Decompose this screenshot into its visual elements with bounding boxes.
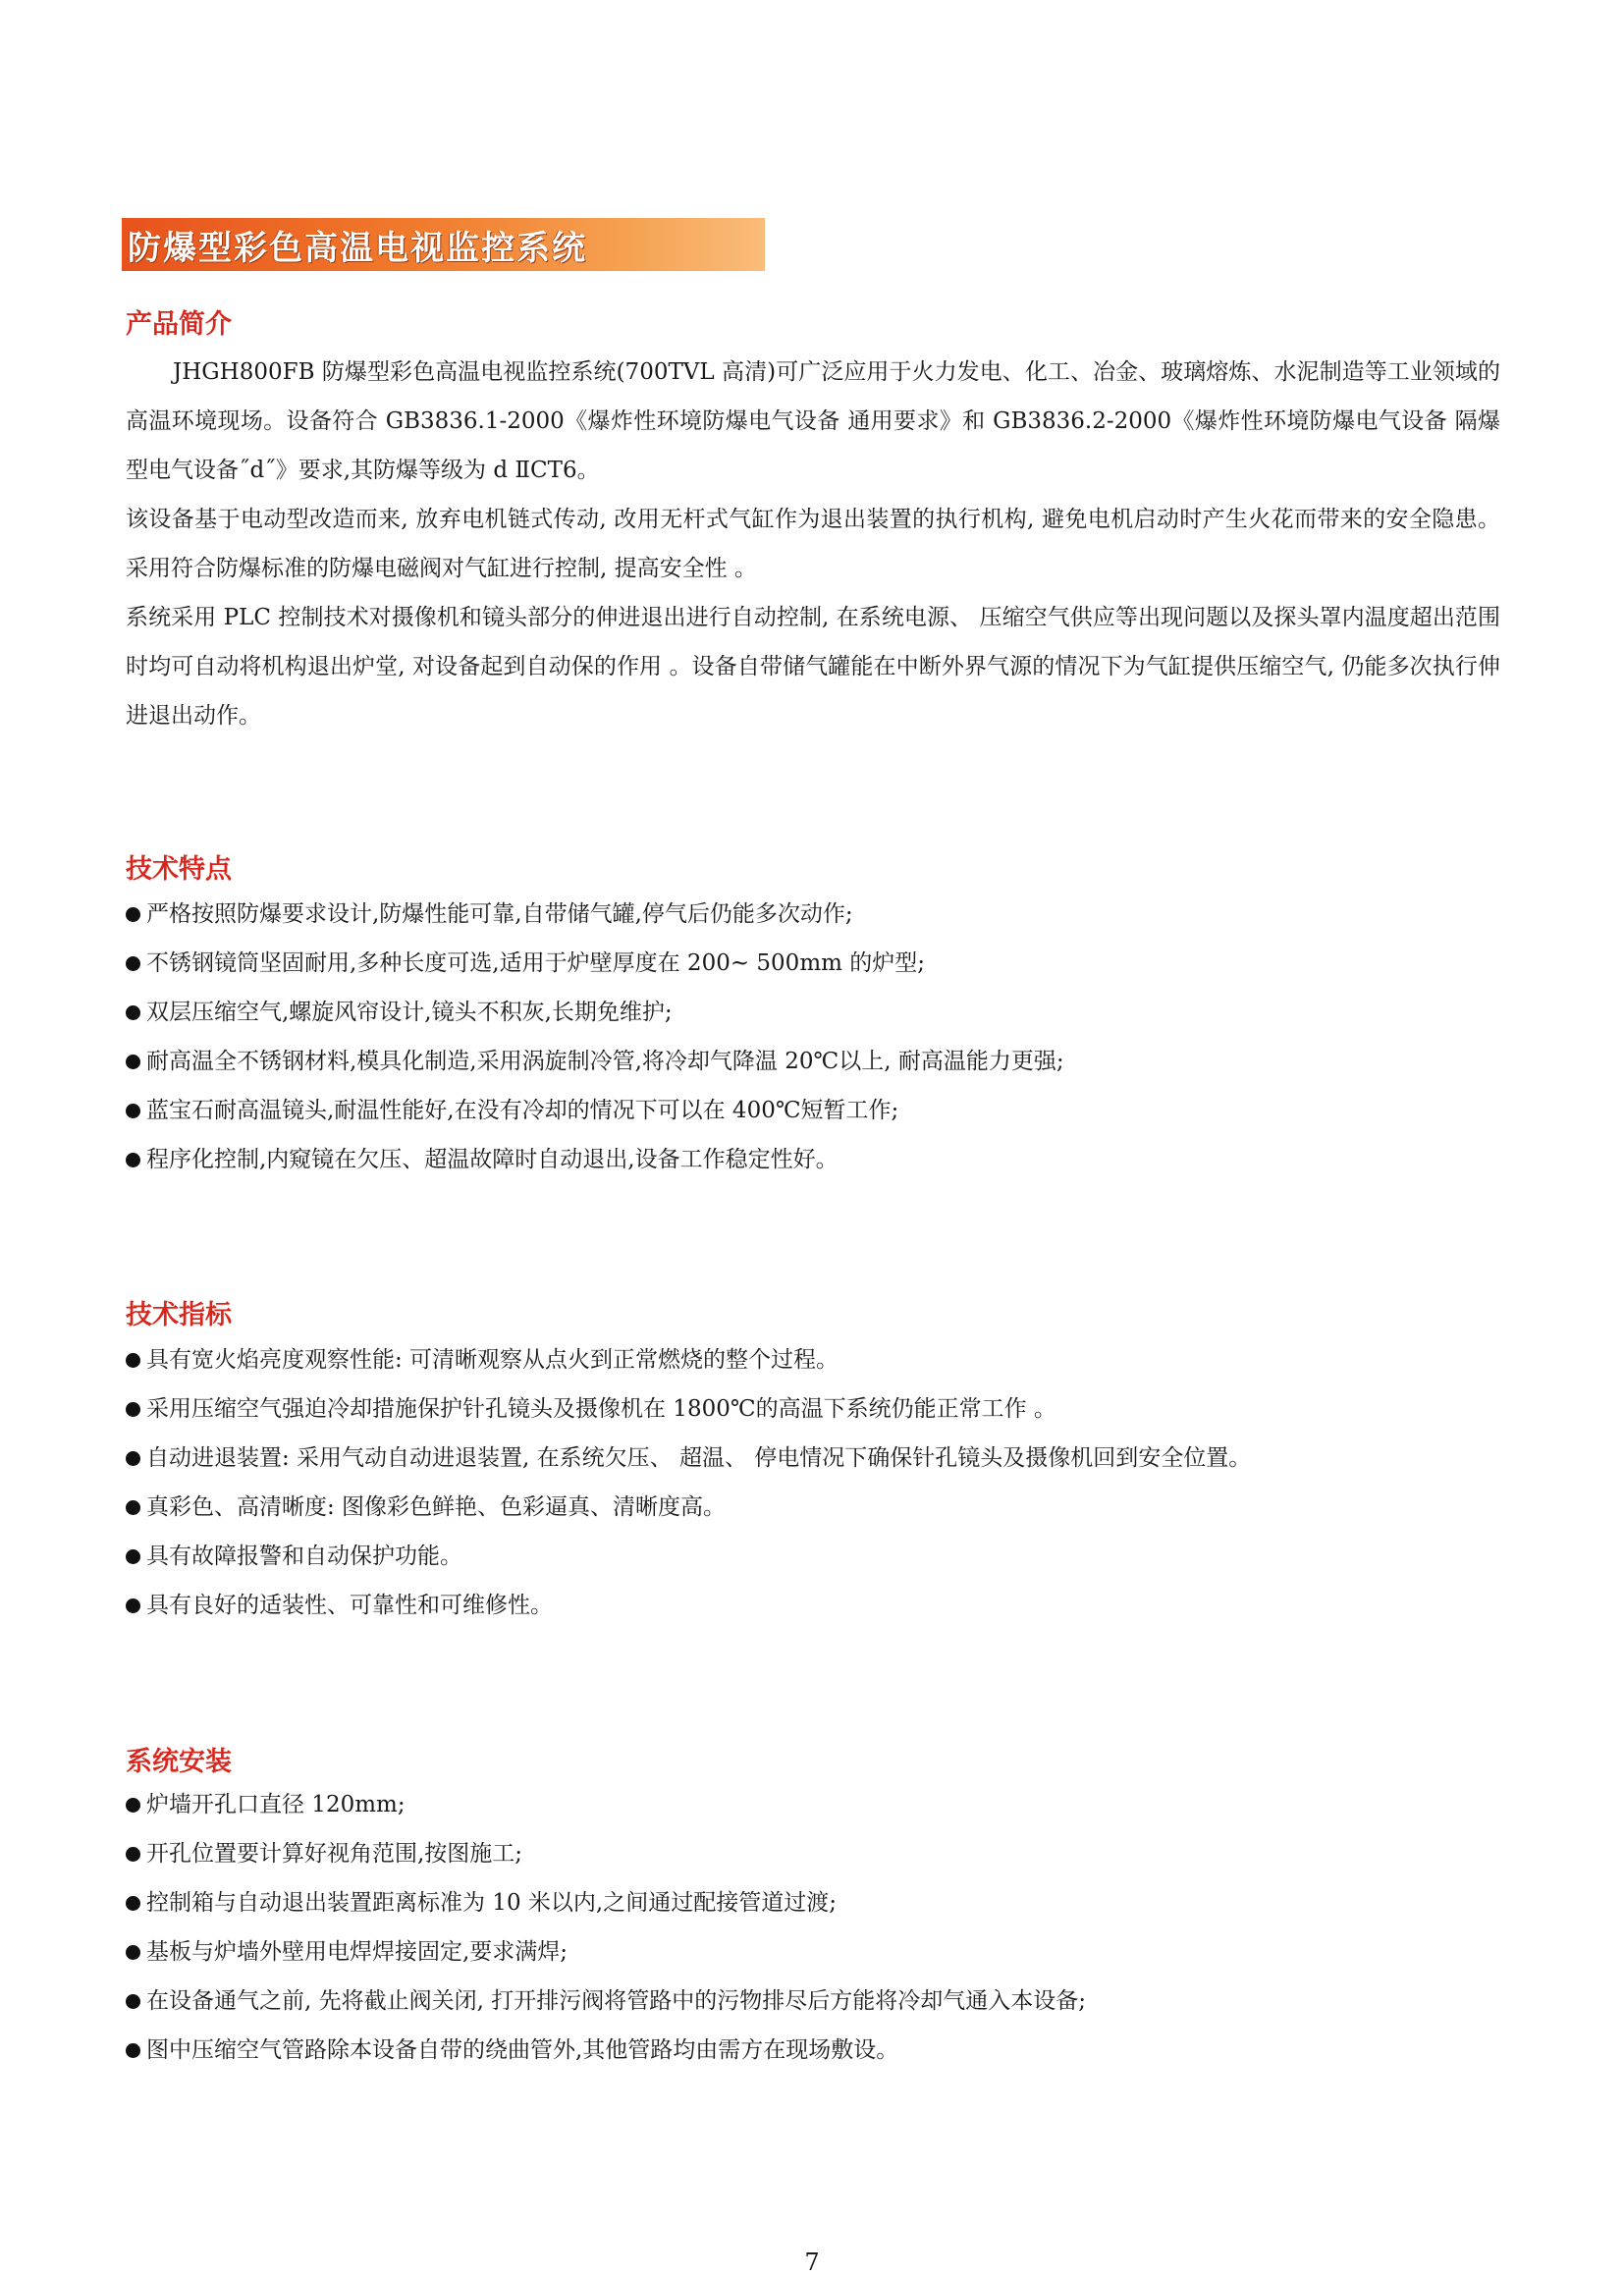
features-list [126, 890, 1500, 1184]
list-item [126, 1086, 1500, 1135]
list-item-text: 在设备通气之前, 先将截止阀关闭, 打开排污阀将管路中的污物排尽后方能将冷却气通入本设备; [146, 1988, 1086, 2014]
list-item-text: 严格按照防爆要求设计,防爆性能可靠,自带储气罐,停气后仍能多次动作; [146, 901, 853, 927]
list-item [126, 1037, 1500, 1086]
bullet-icon [126, 1451, 140, 1466]
list-item-text: 开孔位置要计算好视角范围,按图施工; [146, 1841, 523, 1867]
bullet-icon [126, 1500, 140, 1515]
list-item-text: 具有良好的适装性、可靠性和可维修性。 [146, 1593, 553, 1618]
list-item [126, 1532, 1500, 1581]
list-item-text: 基板与炉墙外壁用电焊焊接固定,要求满焊; [146, 1939, 568, 1965]
list-item [126, 1878, 1500, 1927]
list-item-text: 炉墙开孔口直径 120mm; [146, 1792, 406, 1817]
intro-paragraph: 该设备基于电动型改造而来, 放弃电机链式传动, 改用无杆式气缸作为退出装置的执行机构, 避免电机启动时产生火花而带来的安全隐患。采用符合防爆标准的防爆电磁阀对气缸进行控制, 提高安全性 。 [126, 507, 1500, 581]
list-item-text: 控制箱与自动退出装置距离标准为 10 米以内,之间通过配接管道过渡; [146, 1890, 837, 1916]
title-banner [122, 218, 765, 271]
intro-body [126, 348, 1500, 740]
bullet-icon [126, 1153, 140, 1167]
intro-paragraph: 系统采用 PLC 控制技术对摄像机和镜头部分的伸进退出进行自动控制, 在系统电源、 压缩空气供应等出现问题以及探头罩内温度超出范围时均可自动将机构退出炉堂, 对设备起到自动保的作用 。设备自带储气罐能在中断外界气源的情况下为气缸提供压缩空气, 仍能多次执行伸进退出动作。 [126, 605, 1500, 729]
list-item [126, 1581, 1500, 1630]
section-title-features: 技术特点 [126, 854, 232, 885]
list-item-text: 具有宽火焰亮度观察性能: 可清晰观察从点火到正常燃烧的整个过程。 [146, 1347, 839, 1373]
intro-paragraph: JHGH800FB 防爆型彩色高温电视监控系统(700TVL 高清)可广泛应用于火力发电、化工、冶金、玻璃熔炼、水泥制造等工业领域的高温环境现场。设备符合 GB3836.1-2000《爆炸性环境防爆电气设备 通用要求》和 GB3836.2-2000《爆炸性环境防爆电气设备 隔爆型电气设备˝d˝》要求,其防爆等级为 d ⅡCT6。 [126, 359, 1500, 483]
section-title-install: 系统安装 [126, 1747, 232, 1777]
list-item-text: 采用压缩空气强迫冷却措施保护针孔镜头及摄像机在 1800℃的高温下系统仍能正常工作 。 [146, 1396, 1056, 1422]
bullet-icon [126, 1104, 140, 1118]
bullet-icon [126, 1599, 140, 1613]
list-item-text: 图中压缩空气管路除本设备自带的绕曲管外,其他管路均由需方在现场敷设。 [146, 2037, 899, 2063]
list-item [126, 1335, 1500, 1384]
bullet-icon [126, 1055, 140, 1069]
list-item [126, 1135, 1500, 1184]
bullet-icon [126, 1847, 140, 1862]
list-item [126, 1927, 1500, 1977]
list-item-text: 不锈钢镜筒坚固耐用,多种长度可选,适用于炉壁厚度在 200~ 500mm 的炉型; [146, 950, 925, 976]
list-item-text: 双层压缩空气,螺旋风帘设计,镜头不积灰,长期免维护; [146, 1000, 673, 1025]
list-item [126, 1384, 1500, 1434]
list-item [126, 939, 1500, 988]
section-title-intro: 产品简介 [126, 309, 232, 340]
list-item [126, 890, 1500, 939]
bullet-icon [126, 1945, 140, 1960]
list-item-text: 蓝宝石耐高温镜头,耐温性能好,在没有冷却的情况下可以在 400℃短暂工作; [146, 1098, 899, 1123]
document-title: 防爆型彩色高温电视监控系统 [128, 228, 587, 268]
list-item [126, 1434, 1500, 1483]
list-item [126, 1829, 1500, 1878]
bullet-icon [126, 1798, 140, 1813]
list-item-text: 具有故障报警和自动保护功能。 [146, 1544, 462, 1569]
list-item [126, 2026, 1500, 2075]
bullet-icon [126, 907, 140, 922]
list-item [126, 1780, 1500, 1829]
section-title-specs: 技术指标 [126, 1300, 232, 1330]
bullet-icon [126, 1005, 140, 1020]
bullet-icon [126, 1896, 140, 1911]
bullet-icon [126, 1549, 140, 1564]
list-item [126, 1483, 1500, 1532]
bullet-icon [126, 956, 140, 971]
page-number: 7 [804, 2249, 820, 2276]
bullet-icon [126, 1353, 140, 1368]
list-item-text: 自动进退装置: 采用气动自动进退装置, 在系统欠压、 超温、 停电情况下确保针孔镜头及摄像机回到安全位置。 [146, 1445, 1252, 1471]
bullet-icon [126, 1402, 140, 1417]
list-item [126, 1977, 1500, 2026]
bullet-icon [126, 2043, 140, 2058]
list-item-text: 真彩色、高清晰度: 图像彩色鲜艳、色彩逼真、清晰度高。 [146, 1494, 727, 1520]
specs-list [126, 1335, 1500, 1630]
list-item-text: 耐高温全不锈钢材料,模具化制造,采用涡旋制冷管,将冷却气降温 20℃以上, 耐高温能力更强; [146, 1049, 1064, 1074]
bullet-icon [126, 1994, 140, 2009]
list-item [126, 988, 1500, 1037]
list-item-text: 程序化控制,内窥镜在欠压、超温故障时自动退出,设备工作稳定性好。 [146, 1147, 839, 1172]
install-list [126, 1780, 1500, 2075]
